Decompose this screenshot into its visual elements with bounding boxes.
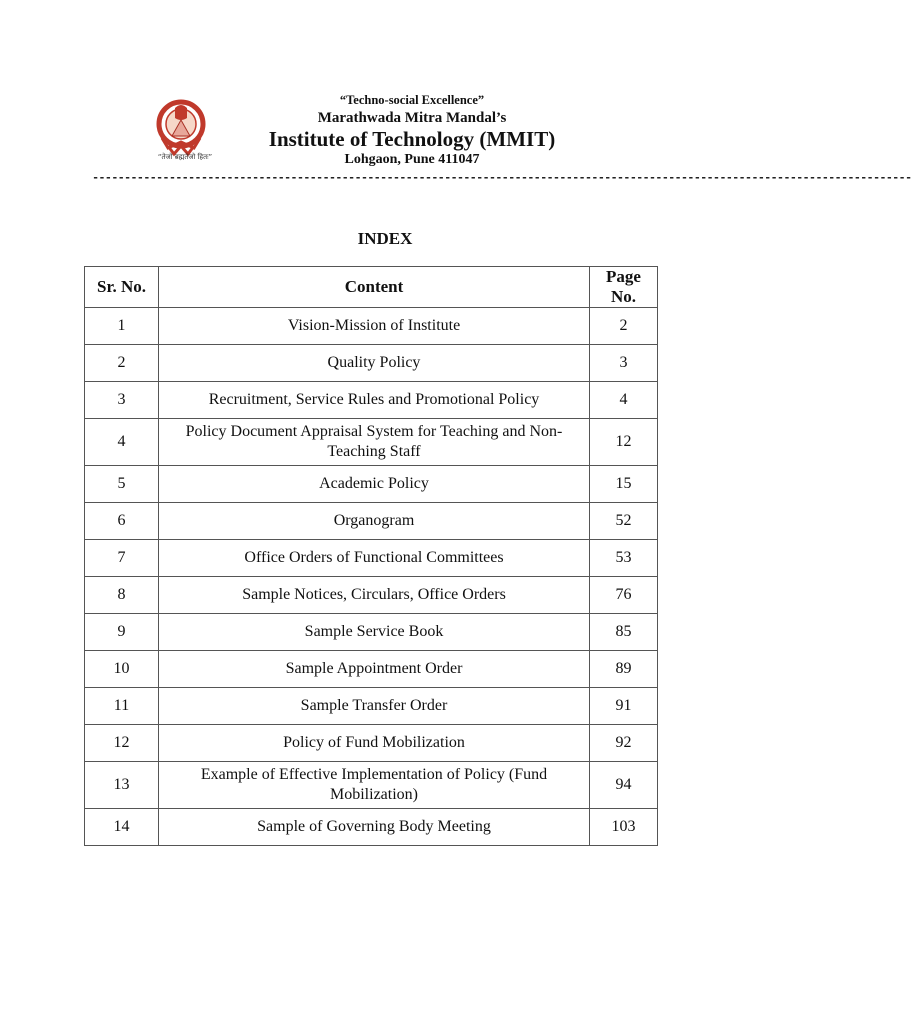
document-header: [0, 0, 911, 200]
page-no-cell: 92: [590, 725, 658, 762]
sr-no-cell: 11: [85, 688, 159, 725]
table-row: [85, 503, 658, 540]
table-row: [85, 809, 658, 846]
sr-no-cell: 12: [85, 725, 159, 762]
index-table: [84, 266, 658, 846]
table-row: [85, 762, 658, 809]
content-cell: Recruitment, Service Rules and Promotional Policy: [159, 382, 590, 419]
content-cell: Sample of Governing Body Meeting: [159, 809, 590, 846]
organization-name: Marathwada Mitra Mandal’s: [317, 110, 507, 126]
sr-no-cell: 14: [85, 809, 159, 846]
content-cell: Example of Effective Implementation of Policy (Fund Mobilization): [159, 762, 590, 809]
table-row: [85, 308, 658, 345]
content-cell: Sample Notices, Circulars, Office Orders: [159, 577, 590, 614]
page-no-cell: 76: [590, 577, 658, 614]
institute-address: Lohgaon, Pune 411047: [344, 152, 480, 167]
page-no-cell: 85: [590, 614, 658, 651]
table-row: [85, 466, 658, 503]
header-divider: --------------------------------------------------------------------------------------------------------------------------------: [92, 171, 911, 185]
sr-no-cell: 3: [85, 382, 159, 419]
page-no-cell: 3: [590, 345, 658, 382]
column-header-page-no: Page No.: [590, 267, 658, 308]
page-no-cell: 52: [590, 503, 658, 540]
content-cell: Policy of Fund Mobilization: [159, 725, 590, 762]
table-row: [85, 725, 658, 762]
sr-no-cell: 13: [85, 762, 159, 809]
content-cell: Sample Transfer Order: [159, 688, 590, 725]
sr-no-cell: 5: [85, 466, 159, 503]
table-row: [85, 382, 658, 419]
table-header-row: [85, 267, 658, 308]
institute-name: Institute of Technology (MMIT): [268, 127, 556, 151]
table-row: [85, 577, 658, 614]
content-cell: Policy Document Appraisal System for Teaching and Non-Teaching Staff: [159, 419, 590, 466]
content-cell: Organogram: [159, 503, 590, 540]
content-cell: Sample Appointment Order: [159, 651, 590, 688]
page-no-cell: 15: [590, 466, 658, 503]
sr-no-cell: 8: [85, 577, 159, 614]
content-cell: Vision-Mission of Institute: [159, 308, 590, 345]
tagline: “Techno-social Excellence”: [339, 93, 485, 107]
table-row: [85, 651, 658, 688]
table-row: [85, 614, 658, 651]
content-cell: Sample Service Book: [159, 614, 590, 651]
content-cell: Quality Policy: [159, 345, 590, 382]
page-no-cell: 2: [590, 308, 658, 345]
sr-no-cell: 1: [85, 308, 159, 345]
table-row: [85, 345, 658, 382]
column-header-sr-no: Sr. No.: [85, 267, 159, 308]
sr-no-cell: 7: [85, 540, 159, 577]
page-no-cell: 94: [590, 762, 658, 809]
motto: “तेजो ब्रह्मतेजो हितः”: [157, 153, 213, 161]
sr-no-cell: 4: [85, 419, 159, 466]
content-cell: Office Orders of Functional Committees: [159, 540, 590, 577]
content-cell: Academic Policy: [159, 466, 590, 503]
sr-no-cell: 6: [85, 503, 159, 540]
index-title: INDEX: [357, 229, 413, 248]
table-row: [85, 540, 658, 577]
column-header-content: Content: [159, 267, 590, 308]
page-no-cell: 53: [590, 540, 658, 577]
table-row: [85, 688, 658, 725]
sr-no-cell: 2: [85, 345, 159, 382]
page-no-cell: 12: [590, 419, 658, 466]
page-no-cell: 89: [590, 651, 658, 688]
page-no-cell: 91: [590, 688, 658, 725]
sr-no-cell: 9: [85, 614, 159, 651]
sr-no-cell: 10: [85, 651, 159, 688]
table-row: [85, 419, 658, 466]
page-no-cell: 103: [590, 809, 658, 846]
page-no-cell: 4: [590, 382, 658, 419]
